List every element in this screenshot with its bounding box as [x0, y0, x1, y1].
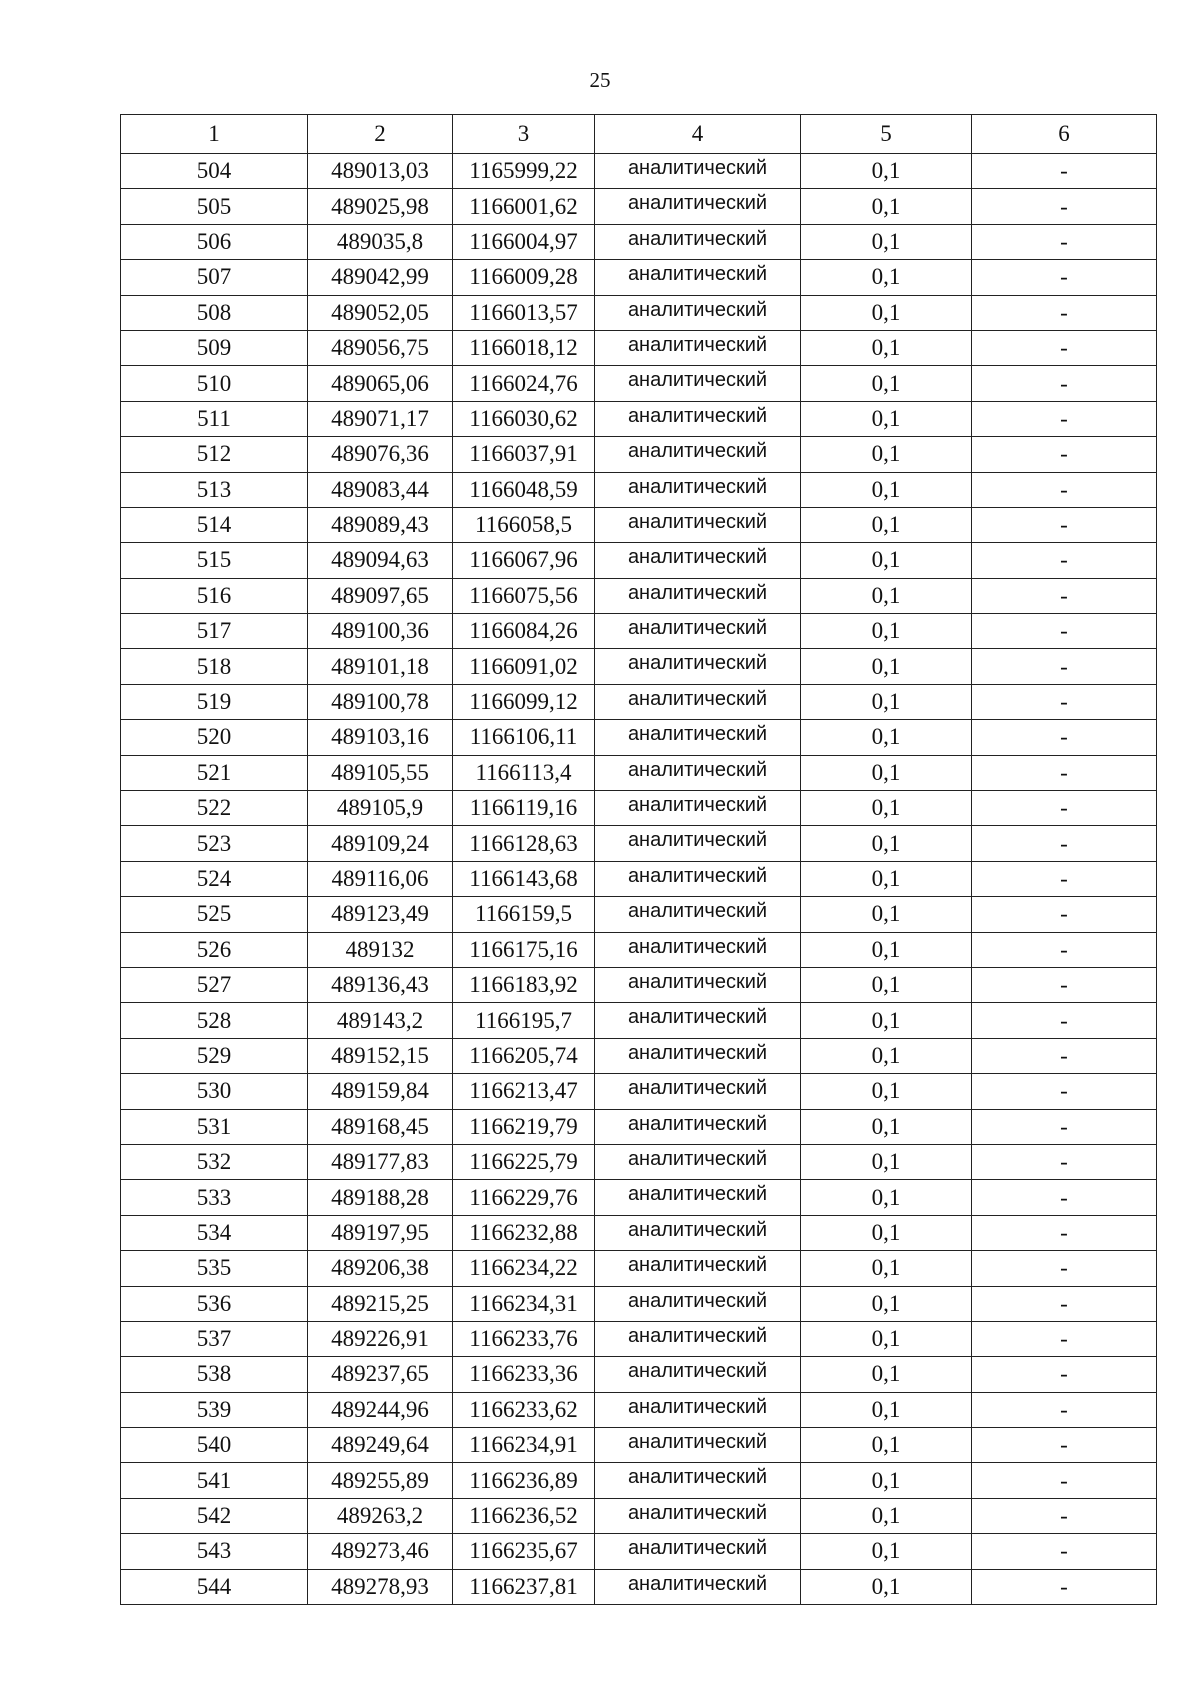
x-coordinate-cell: 489136,43 [308, 967, 453, 1002]
method-cell: аналитический [595, 1534, 801, 1569]
accuracy-cell: 0,1 [801, 826, 972, 861]
note-cell: - [972, 401, 1157, 436]
y-coordinate-cell: 1166213,47 [453, 1074, 595, 1109]
note-cell: - [972, 578, 1157, 613]
point-number-cell: 520 [121, 720, 308, 755]
accuracy-cell: 0,1 [801, 1215, 972, 1250]
x-coordinate-cell: 489152,15 [308, 1038, 453, 1073]
note-cell: - [972, 1321, 1157, 1356]
table-row [121, 224, 1157, 259]
table-row [121, 1074, 1157, 1109]
x-coordinate-cell: 489071,17 [308, 401, 453, 436]
note-cell: - [972, 967, 1157, 1002]
y-coordinate-cell: 1166195,7 [453, 1003, 595, 1038]
note-cell: - [972, 684, 1157, 719]
accuracy-cell: 0,1 [801, 1038, 972, 1073]
method-cell: аналитический [595, 366, 801, 401]
note-cell: - [972, 154, 1157, 189]
x-coordinate-cell: 489094,63 [308, 543, 453, 578]
x-coordinate-cell: 489109,24 [308, 826, 453, 861]
point-number-cell: 532 [121, 1144, 308, 1179]
point-number-cell: 536 [121, 1286, 308, 1321]
method-cell: аналитический [595, 1144, 801, 1179]
table-row [121, 755, 1157, 790]
point-number-cell: 521 [121, 755, 308, 790]
table-row [121, 154, 1157, 189]
y-coordinate-cell: 1166030,62 [453, 401, 595, 436]
method-cell: аналитический [595, 1215, 801, 1250]
column-header-2: 2 [308, 115, 453, 154]
y-coordinate-cell: 1166234,22 [453, 1251, 595, 1286]
method-cell: аналитический [595, 614, 801, 649]
point-number-cell: 514 [121, 507, 308, 542]
table-row [121, 260, 1157, 295]
accuracy-cell: 0,1 [801, 861, 972, 896]
x-coordinate-cell: 489159,84 [308, 1074, 453, 1109]
accuracy-cell: 0,1 [801, 1392, 972, 1427]
table-body [121, 154, 1157, 1605]
method-cell: аналитический [595, 932, 801, 967]
y-coordinate-cell: 1165999,22 [453, 154, 595, 189]
method-cell: аналитический [595, 967, 801, 1002]
column-header-5: 5 [801, 115, 972, 154]
table-row [121, 1498, 1157, 1533]
coordinates-table [120, 114, 1157, 1605]
y-coordinate-cell: 1166119,16 [453, 791, 595, 826]
table-row [121, 1038, 1157, 1073]
x-coordinate-cell: 489273,46 [308, 1534, 453, 1569]
accuracy-cell: 0,1 [801, 437, 972, 472]
method-cell: аналитический [595, 897, 801, 932]
table-row [121, 897, 1157, 932]
table-row [121, 826, 1157, 861]
note-cell: - [972, 1498, 1157, 1533]
method-cell: аналитический [595, 330, 801, 365]
x-coordinate-cell: 489100,36 [308, 614, 453, 649]
note-cell: - [972, 1286, 1157, 1321]
x-coordinate-cell: 489237,65 [308, 1357, 453, 1392]
table-row [121, 1357, 1157, 1392]
note-cell: - [972, 755, 1157, 790]
point-number-cell: 511 [121, 401, 308, 436]
y-coordinate-cell: 1166233,36 [453, 1357, 595, 1392]
y-coordinate-cell: 1166018,12 [453, 330, 595, 365]
point-number-cell: 541 [121, 1463, 308, 1498]
table-row [121, 720, 1157, 755]
accuracy-cell: 0,1 [801, 1357, 972, 1392]
method-cell: аналитический [595, 720, 801, 755]
accuracy-cell: 0,1 [801, 897, 972, 932]
method-cell: аналитический [595, 684, 801, 719]
y-coordinate-cell: 1166004,97 [453, 224, 595, 259]
note-cell: - [972, 189, 1157, 224]
page-number: 25 [589, 68, 611, 92]
x-coordinate-cell: 489143,2 [308, 1003, 453, 1038]
accuracy-cell: 0,1 [801, 1498, 972, 1533]
method-cell: аналитический [595, 1321, 801, 1356]
x-coordinate-cell: 489116,06 [308, 861, 453, 896]
point-number-cell: 507 [121, 260, 308, 295]
point-number-cell: 519 [121, 684, 308, 719]
method-cell: аналитический [595, 1003, 801, 1038]
y-coordinate-cell: 1166106,11 [453, 720, 595, 755]
point-number-cell: 523 [121, 826, 308, 861]
accuracy-cell: 0,1 [801, 578, 972, 613]
accuracy-cell: 0,1 [801, 1428, 972, 1463]
note-cell: - [972, 224, 1157, 259]
note-cell: - [972, 897, 1157, 932]
accuracy-cell: 0,1 [801, 1180, 972, 1215]
x-coordinate-cell: 489056,75 [308, 330, 453, 365]
point-number-cell: 540 [121, 1428, 308, 1463]
table-row [121, 472, 1157, 507]
x-coordinate-cell: 489215,25 [308, 1286, 453, 1321]
method-cell: аналитический [595, 472, 801, 507]
accuracy-cell: 0,1 [801, 1321, 972, 1356]
x-coordinate-cell: 489065,06 [308, 366, 453, 401]
note-cell: - [972, 260, 1157, 295]
y-coordinate-cell: 1166219,79 [453, 1109, 595, 1144]
accuracy-cell: 0,1 [801, 967, 972, 1002]
note-cell: - [972, 1109, 1157, 1144]
method-cell: аналитический [595, 224, 801, 259]
accuracy-cell: 0,1 [801, 1534, 972, 1569]
y-coordinate-cell: 1166237,81 [453, 1569, 595, 1604]
point-number-cell: 528 [121, 1003, 308, 1038]
table-row [121, 684, 1157, 719]
point-number-cell: 538 [121, 1357, 308, 1392]
x-coordinate-cell: 489197,95 [308, 1215, 453, 1250]
point-number-cell: 530 [121, 1074, 308, 1109]
point-number-cell: 527 [121, 967, 308, 1002]
x-coordinate-cell: 489278,93 [308, 1569, 453, 1604]
x-coordinate-cell: 489035,8 [308, 224, 453, 259]
method-cell: аналитический [595, 791, 801, 826]
y-coordinate-cell: 1166084,26 [453, 614, 595, 649]
x-coordinate-cell: 489244,96 [308, 1392, 453, 1427]
method-cell: аналитический [595, 401, 801, 436]
accuracy-cell: 0,1 [801, 189, 972, 224]
y-coordinate-cell: 1166113,4 [453, 755, 595, 790]
x-coordinate-cell: 489101,18 [308, 649, 453, 684]
accuracy-cell: 0,1 [801, 649, 972, 684]
x-coordinate-cell: 489206,38 [308, 1251, 453, 1286]
y-coordinate-cell: 1166024,76 [453, 366, 595, 401]
note-cell: - [972, 295, 1157, 330]
point-number-cell: 533 [121, 1180, 308, 1215]
method-cell: аналитический [595, 1038, 801, 1073]
y-coordinate-cell: 1166175,16 [453, 932, 595, 967]
y-coordinate-cell: 1166075,56 [453, 578, 595, 613]
y-coordinate-cell: 1166234,31 [453, 1286, 595, 1321]
accuracy-cell: 0,1 [801, 507, 972, 542]
method-cell: аналитический [595, 507, 801, 542]
note-cell: - [972, 472, 1157, 507]
point-number-cell: 513 [121, 472, 308, 507]
point-number-cell: 508 [121, 295, 308, 330]
table-row [121, 366, 1157, 401]
method-cell: аналитический [595, 1109, 801, 1144]
note-cell: - [972, 1534, 1157, 1569]
note-cell: - [972, 366, 1157, 401]
accuracy-cell: 0,1 [801, 295, 972, 330]
y-coordinate-cell: 1166235,67 [453, 1534, 595, 1569]
table-row [121, 1286, 1157, 1321]
table-row [121, 578, 1157, 613]
note-cell: - [972, 861, 1157, 896]
y-coordinate-cell: 1166009,28 [453, 260, 595, 295]
method-cell: аналитический [595, 1428, 801, 1463]
y-coordinate-cell: 1166128,63 [453, 826, 595, 861]
note-cell: - [972, 791, 1157, 826]
x-coordinate-cell: 489076,36 [308, 437, 453, 472]
table-row [121, 1180, 1157, 1215]
accuracy-cell: 0,1 [801, 366, 972, 401]
y-coordinate-cell: 1166234,91 [453, 1428, 595, 1463]
x-coordinate-cell: 489103,16 [308, 720, 453, 755]
y-coordinate-cell: 1166048,59 [453, 472, 595, 507]
note-cell: - [972, 330, 1157, 365]
x-coordinate-cell: 489168,45 [308, 1109, 453, 1144]
note-cell: - [972, 649, 1157, 684]
table-row [121, 1321, 1157, 1356]
note-cell: - [972, 507, 1157, 542]
y-coordinate-cell: 1166236,52 [453, 1498, 595, 1533]
x-coordinate-cell: 489025,98 [308, 189, 453, 224]
method-cell: аналитический [595, 1392, 801, 1427]
y-coordinate-cell: 1166058,5 [453, 507, 595, 542]
point-number-cell: 539 [121, 1392, 308, 1427]
table-row [121, 1428, 1157, 1463]
point-number-cell: 529 [121, 1038, 308, 1073]
x-coordinate-cell: 489089,43 [308, 507, 453, 542]
table-row [121, 189, 1157, 224]
table-row [121, 1003, 1157, 1038]
point-number-cell: 517 [121, 614, 308, 649]
method-cell: аналитический [595, 1180, 801, 1215]
y-coordinate-cell: 1166205,74 [453, 1038, 595, 1073]
point-number-cell: 524 [121, 861, 308, 896]
accuracy-cell: 0,1 [801, 154, 972, 189]
point-number-cell: 526 [121, 932, 308, 967]
accuracy-cell: 0,1 [801, 1286, 972, 1321]
note-cell: - [972, 437, 1157, 472]
y-coordinate-cell: 1166001,62 [453, 189, 595, 224]
method-cell: аналитический [595, 1498, 801, 1533]
x-coordinate-cell: 489042,99 [308, 260, 453, 295]
x-coordinate-cell: 489097,65 [308, 578, 453, 613]
accuracy-cell: 0,1 [801, 1109, 972, 1144]
point-number-cell: 522 [121, 791, 308, 826]
y-coordinate-cell: 1166225,79 [453, 1144, 595, 1179]
method-cell: аналитический [595, 755, 801, 790]
table-row [121, 932, 1157, 967]
method-cell: аналитический [595, 826, 801, 861]
point-number-cell: 512 [121, 437, 308, 472]
table-header [121, 115, 1157, 154]
column-header-4: 4 [595, 115, 801, 154]
method-cell: аналитический [595, 260, 801, 295]
note-cell: - [972, 1003, 1157, 1038]
x-coordinate-cell: 489255,89 [308, 1463, 453, 1498]
method-cell: аналитический [595, 295, 801, 330]
note-cell: - [972, 1215, 1157, 1250]
table-row [121, 330, 1157, 365]
x-coordinate-cell: 489188,28 [308, 1180, 453, 1215]
y-coordinate-cell: 1166233,62 [453, 1392, 595, 1427]
x-coordinate-cell: 489052,05 [308, 295, 453, 330]
note-cell: - [972, 1569, 1157, 1604]
method-cell: аналитический [595, 578, 801, 613]
note-cell: - [972, 1463, 1157, 1498]
method-cell: аналитический [595, 1074, 801, 1109]
table-row [121, 1215, 1157, 1250]
x-coordinate-cell: 489013,03 [308, 154, 453, 189]
y-coordinate-cell: 1166233,76 [453, 1321, 595, 1356]
note-cell: - [972, 1180, 1157, 1215]
accuracy-cell: 0,1 [801, 224, 972, 259]
accuracy-cell: 0,1 [801, 791, 972, 826]
note-cell: - [972, 1144, 1157, 1179]
y-coordinate-cell: 1166232,88 [453, 1215, 595, 1250]
table-row [121, 295, 1157, 330]
table-row [121, 649, 1157, 684]
table-row [121, 1569, 1157, 1604]
accuracy-cell: 0,1 [801, 472, 972, 507]
y-coordinate-cell: 1166183,92 [453, 967, 595, 1002]
y-coordinate-cell: 1166229,76 [453, 1180, 595, 1215]
x-coordinate-cell: 489249,64 [308, 1428, 453, 1463]
column-header-1: 1 [121, 115, 308, 154]
table-row [121, 861, 1157, 896]
table-row [121, 967, 1157, 1002]
point-number-cell: 509 [121, 330, 308, 365]
x-coordinate-cell: 489177,83 [308, 1144, 453, 1179]
method-cell: аналитический [595, 1569, 801, 1604]
accuracy-cell: 0,1 [801, 1463, 972, 1498]
accuracy-cell: 0,1 [801, 330, 972, 365]
method-cell: аналитический [595, 437, 801, 472]
accuracy-cell: 0,1 [801, 932, 972, 967]
table-row [121, 543, 1157, 578]
note-cell: - [972, 1357, 1157, 1392]
table-row [121, 437, 1157, 472]
note-cell: - [972, 1038, 1157, 1073]
table-row [121, 614, 1157, 649]
point-number-cell: 535 [121, 1251, 308, 1286]
table-row [121, 1251, 1157, 1286]
y-coordinate-cell: 1166143,68 [453, 861, 595, 896]
method-cell: аналитический [595, 1251, 801, 1286]
method-cell: аналитический [595, 189, 801, 224]
accuracy-cell: 0,1 [801, 1569, 972, 1604]
column-header-3: 3 [453, 115, 595, 154]
x-coordinate-cell: 489083,44 [308, 472, 453, 507]
table-row [121, 1109, 1157, 1144]
y-coordinate-cell: 1166159,5 [453, 897, 595, 932]
method-cell: аналитический [595, 1357, 801, 1392]
accuracy-cell: 0,1 [801, 260, 972, 295]
y-coordinate-cell: 1166236,89 [453, 1463, 595, 1498]
note-cell: - [972, 614, 1157, 649]
point-number-cell: 534 [121, 1215, 308, 1250]
accuracy-cell: 0,1 [801, 1003, 972, 1038]
accuracy-cell: 0,1 [801, 684, 972, 719]
accuracy-cell: 0,1 [801, 1144, 972, 1179]
note-cell: - [972, 1074, 1157, 1109]
x-coordinate-cell: 489132 [308, 932, 453, 967]
accuracy-cell: 0,1 [801, 1251, 972, 1286]
method-cell: аналитический [595, 649, 801, 684]
x-coordinate-cell: 489226,91 [308, 1321, 453, 1356]
accuracy-cell: 0,1 [801, 755, 972, 790]
y-coordinate-cell: 1166013,57 [453, 295, 595, 330]
accuracy-cell: 0,1 [801, 543, 972, 578]
point-number-cell: 542 [121, 1498, 308, 1533]
y-coordinate-cell: 1166091,02 [453, 649, 595, 684]
table-row [121, 1534, 1157, 1569]
point-number-cell: 543 [121, 1534, 308, 1569]
column-header-6: 6 [972, 115, 1157, 154]
x-coordinate-cell: 489263,2 [308, 1498, 453, 1533]
point-number-cell: 544 [121, 1569, 308, 1604]
point-number-cell: 505 [121, 189, 308, 224]
method-cell: аналитический [595, 861, 801, 896]
table-row [121, 1144, 1157, 1179]
point-number-cell: 525 [121, 897, 308, 932]
method-cell: аналитический [595, 1463, 801, 1498]
table-row [121, 1463, 1157, 1498]
accuracy-cell: 0,1 [801, 401, 972, 436]
point-number-cell: 504 [121, 154, 308, 189]
accuracy-cell: 0,1 [801, 720, 972, 755]
point-number-cell: 516 [121, 578, 308, 613]
x-coordinate-cell: 489100,78 [308, 684, 453, 719]
note-cell: - [972, 1392, 1157, 1427]
x-coordinate-cell: 489105,55 [308, 755, 453, 790]
method-cell: аналитический [595, 1286, 801, 1321]
accuracy-cell: 0,1 [801, 1074, 972, 1109]
point-number-cell: 531 [121, 1109, 308, 1144]
note-cell: - [972, 543, 1157, 578]
header-row [121, 115, 1157, 154]
accuracy-cell: 0,1 [801, 614, 972, 649]
table-row [121, 1392, 1157, 1427]
x-coordinate-cell: 489123,49 [308, 897, 453, 932]
point-number-cell: 515 [121, 543, 308, 578]
method-cell: аналитический [595, 543, 801, 578]
note-cell: - [972, 826, 1157, 861]
table-row [121, 791, 1157, 826]
y-coordinate-cell: 1166099,12 [453, 684, 595, 719]
note-cell: - [972, 1428, 1157, 1463]
point-number-cell: 506 [121, 224, 308, 259]
y-coordinate-cell: 1166037,91 [453, 437, 595, 472]
point-number-cell: 518 [121, 649, 308, 684]
note-cell: - [972, 720, 1157, 755]
table-row [121, 401, 1157, 436]
note-cell: - [972, 1251, 1157, 1286]
table-row [121, 507, 1157, 542]
y-coordinate-cell: 1166067,96 [453, 543, 595, 578]
method-cell: аналитический [595, 154, 801, 189]
point-number-cell: 510 [121, 366, 308, 401]
note-cell: - [972, 932, 1157, 967]
point-number-cell: 537 [121, 1321, 308, 1356]
x-coordinate-cell: 489105,9 [308, 791, 453, 826]
